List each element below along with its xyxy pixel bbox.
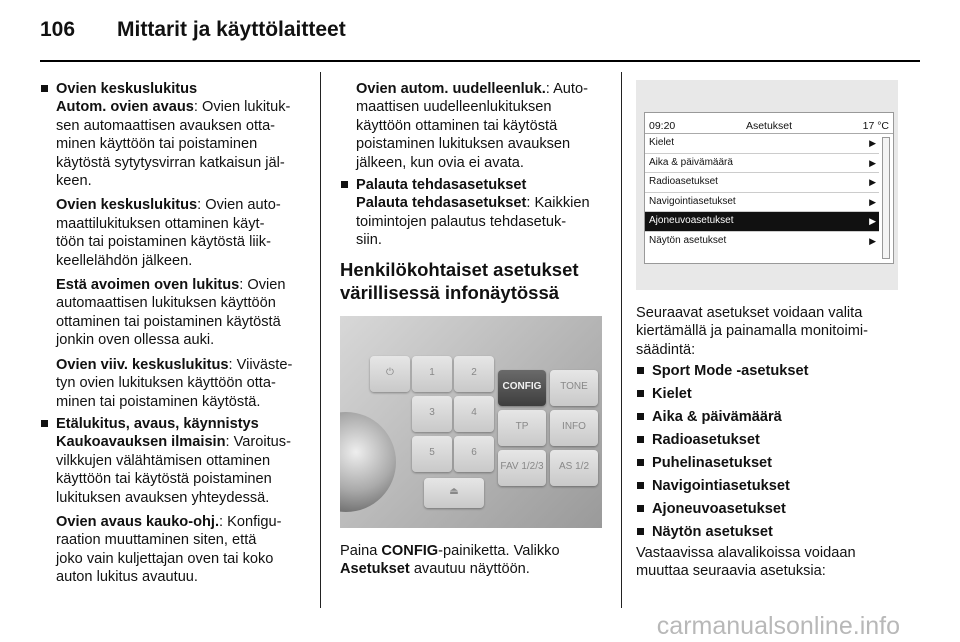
definition-item bbox=[340, 194, 612, 249]
fav-button: FAV 1/2/3 bbox=[498, 450, 546, 486]
settings-screen-figure bbox=[636, 80, 898, 290]
tone-button: TONE bbox=[550, 370, 598, 406]
term: Kaukoavauksen ilmaisin bbox=[56, 434, 226, 451]
screen-temperature: 17 °C bbox=[862, 120, 889, 132]
term: Ovien autom. uudelleenluk. bbox=[356, 81, 546, 97]
definition-item bbox=[40, 433, 312, 507]
settings-screen bbox=[644, 112, 894, 264]
definition-item bbox=[40, 98, 312, 190]
text-line: vilkkujen välähtämisen ottaminen bbox=[56, 452, 271, 469]
text-line: raation muuttaminen siten, että bbox=[56, 532, 257, 549]
definition-item bbox=[40, 513, 312, 587]
text-line: käyttöön tai käytöstä poistaminen bbox=[56, 471, 272, 488]
column-divider-1 bbox=[320, 72, 321, 608]
text-line: automaattisen lukituksen käyttöön bbox=[56, 295, 276, 312]
heading-line: Henkilökohtaiset asetukset bbox=[340, 258, 579, 280]
screen-top-bar bbox=[645, 113, 893, 134]
text-line: minen tai poistaminen käytöstä. bbox=[56, 393, 261, 410]
definition-text: : Varoitus- bbox=[225, 434, 291, 451]
config-button: CONFIG bbox=[498, 370, 546, 406]
definition-text: : Ovien auto- bbox=[197, 197, 281, 214]
text-line: lukituksen avauksen yhteydessä. bbox=[56, 489, 270, 506]
term: Autom. ovien avaus bbox=[56, 99, 194, 116]
chevron-right-icon: ▶ bbox=[869, 235, 876, 246]
button-5: 5 bbox=[412, 436, 452, 472]
list-item: Sport Mode -asetukset bbox=[636, 362, 916, 380]
button-3: 3 bbox=[412, 396, 452, 432]
control-panel-photo bbox=[340, 316, 602, 528]
list-item: Aika & päivämäärä bbox=[636, 408, 916, 426]
definition-text: : Konfigu- bbox=[219, 513, 282, 530]
text-run: Asetukset bbox=[340, 561, 410, 578]
section-title: Etälukitus, avaus, käynnistys bbox=[40, 415, 312, 433]
chevron-right-icon: ▶ bbox=[869, 177, 876, 188]
list-item: Radioasetukset bbox=[636, 431, 916, 449]
text-run: -painiketta. Valikko bbox=[438, 542, 560, 559]
menu-item bbox=[645, 232, 879, 251]
definition-text: : Viiväste- bbox=[228, 356, 293, 373]
button-4: 4 bbox=[454, 396, 494, 432]
text-line: maattilukituksen ottaminen käyt- bbox=[56, 215, 265, 232]
column-2 bbox=[340, 80, 612, 578]
definition-text: : Ovien lukituk- bbox=[193, 99, 291, 116]
text-line: keen. bbox=[56, 173, 92, 190]
section-title: Ovien keskuslukitus bbox=[40, 80, 312, 98]
screen-time: 09:20 bbox=[649, 120, 676, 132]
menu-item-label: Aika & päivämäärä bbox=[649, 156, 733, 168]
text-line: käyttöön ottaminen tai käytöstä bbox=[356, 117, 558, 134]
menu-item-label: Näytön asetukset bbox=[649, 234, 727, 246]
watermark: carmanualsonline.info bbox=[656, 612, 900, 640]
text-line: maattisen uudelleenlukituksen bbox=[356, 99, 552, 116]
term: Ovien avaus kauko-ohj. bbox=[56, 513, 220, 530]
term: Ovien viiv. keskuslukitus bbox=[56, 356, 229, 373]
page-title: Mittarit ja käyttölaitteet bbox=[117, 18, 346, 41]
text-line: poistaminen lukituksen avauksen bbox=[356, 136, 571, 153]
list-item: Navigointiasetukset bbox=[636, 477, 916, 495]
text-line: jälkeen, kun ovia ei avata. bbox=[356, 154, 524, 171]
menu-item-label: Ajoneuvoasetukset bbox=[649, 215, 734, 227]
menu-item-label: Radioasetukset bbox=[649, 176, 718, 188]
button-2: 2 bbox=[454, 356, 494, 392]
list-item: Puhelinasetukset bbox=[636, 454, 916, 472]
text-line: siin. bbox=[356, 232, 382, 249]
text-line: Seuraavat asetukset voidaan valita bbox=[636, 305, 863, 321]
text-run: CONFIG bbox=[381, 542, 439, 559]
button-1: 1 bbox=[412, 356, 452, 392]
menu-item bbox=[645, 193, 879, 213]
text-run: avautuu näyttöön. bbox=[409, 561, 530, 578]
menu-item bbox=[645, 173, 879, 193]
page-header bbox=[40, 18, 920, 48]
text-run: Paina bbox=[340, 542, 382, 559]
as-button: AS 1/2 bbox=[550, 450, 598, 486]
menu-item bbox=[645, 154, 879, 174]
section-title: Palauta tehdasasetukset bbox=[340, 176, 612, 194]
tp-button: TP bbox=[498, 410, 546, 446]
menu-item bbox=[645, 134, 879, 154]
text-line: käytöstä sytytysvirran katkaisun jäl- bbox=[56, 154, 285, 171]
text-line: kiertämällä ja painamalla monitoimi- bbox=[636, 323, 868, 340]
term: Estä avoimen oven lukitus bbox=[56, 277, 240, 294]
text-line: tyn ovien lukituksen käyttöön otta- bbox=[56, 375, 276, 392]
chevron-right-icon: ▶ bbox=[869, 138, 876, 148]
text-line: minen käyttöön tai poistaminen bbox=[56, 136, 258, 153]
definition-item bbox=[40, 276, 312, 350]
multifunction-knob-icon bbox=[340, 412, 396, 512]
instruction-paragraph bbox=[340, 542, 612, 579]
text-line: auton lukitus avautuu. bbox=[56, 569, 198, 586]
text-line: toimintojen palautus tehdasetuk- bbox=[356, 213, 567, 230]
text-line: töön tai poistaminen käytöstä liik- bbox=[56, 234, 271, 251]
chevron-right-icon: ▶ bbox=[869, 196, 876, 207]
info-button: INFO bbox=[550, 410, 598, 446]
settings-list bbox=[636, 362, 916, 541]
outro-paragraph bbox=[636, 544, 916, 581]
column-divider-2 bbox=[621, 72, 622, 608]
list-item: Näytön asetukset bbox=[636, 523, 916, 541]
definition-text: : Kaikkien bbox=[526, 195, 590, 212]
eject-icon: ⏏ bbox=[424, 478, 484, 508]
menu-item-selected bbox=[645, 212, 879, 232]
list-item: Ajoneuvoasetukset bbox=[636, 500, 916, 518]
chevron-right-icon: ▶ bbox=[869, 216, 876, 227]
screen-scrollbar bbox=[882, 137, 890, 259]
power-button-icon: ⏻ bbox=[370, 356, 410, 392]
text-line: sen automaattisen avauksen otta- bbox=[56, 117, 276, 134]
heading-line: värillisessä infonäytössä bbox=[340, 281, 560, 303]
text-line: jonkin oven ollessa auki. bbox=[56, 332, 215, 349]
text-line: säädintä: bbox=[636, 341, 696, 358]
text-line: muuttaa seuraavia asetuksia: bbox=[636, 563, 826, 580]
text-line: ottaminen tai poistaminen käytöstä bbox=[56, 313, 281, 330]
screen-title: Asetukset bbox=[745, 120, 793, 132]
definition-text: : Auto- bbox=[545, 81, 588, 97]
text-line: Vastaavissa alavalikoissa voidaan bbox=[636, 544, 856, 561]
definition-item bbox=[340, 80, 612, 172]
definition-text: : Ovien bbox=[239, 277, 286, 294]
intro-paragraph bbox=[636, 304, 916, 359]
header-rule bbox=[40, 60, 920, 62]
button-6: 6 bbox=[454, 436, 494, 472]
menu-item-label: Navigointiasetukset bbox=[649, 195, 736, 207]
list-item: Kielet bbox=[636, 385, 916, 403]
term: Ovien keskuslukitus bbox=[56, 197, 198, 214]
text-line: joko vain kuljettajan oven tai koko bbox=[56, 550, 274, 567]
column-1 bbox=[40, 80, 312, 591]
chevron-right-icon: ▶ bbox=[869, 157, 876, 168]
column-3 bbox=[636, 80, 916, 580]
definition-item bbox=[40, 356, 312, 411]
page-number: 106 bbox=[40, 18, 76, 41]
term: Palauta tehdasasetukset bbox=[356, 195, 527, 212]
text-line: keellelähdön jälkeen. bbox=[56, 252, 193, 269]
definition-item bbox=[40, 196, 312, 270]
menu-item-label: Kielet bbox=[649, 137, 675, 148]
section-heading bbox=[340, 258, 612, 304]
